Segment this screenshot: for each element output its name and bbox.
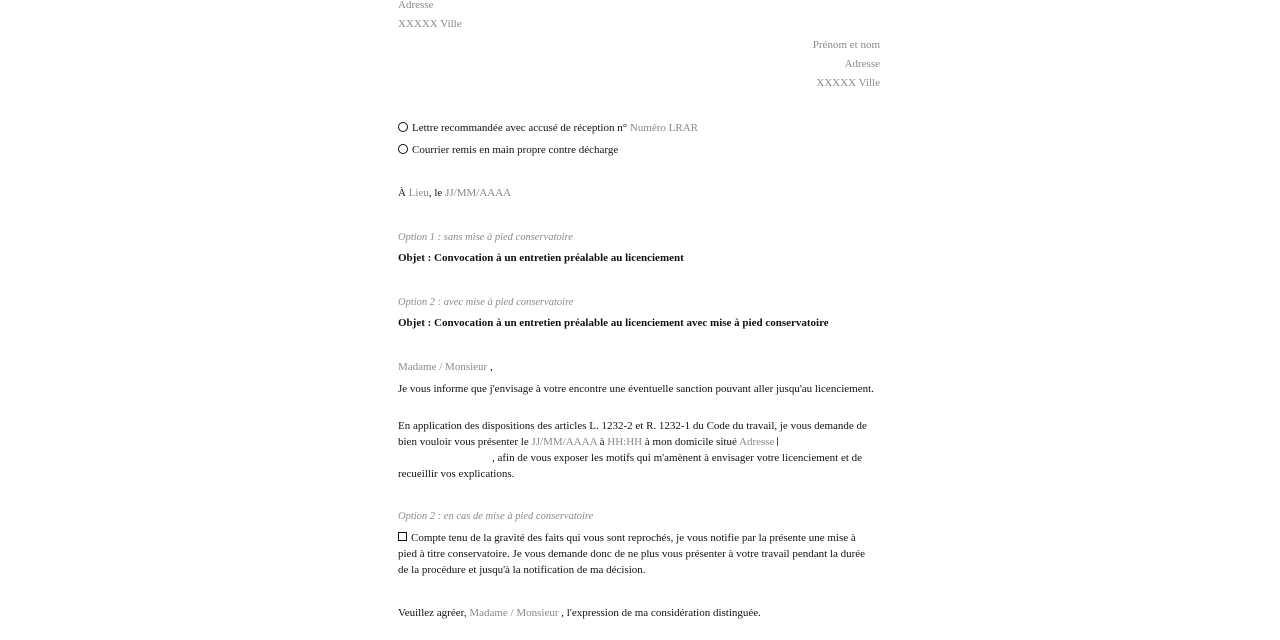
option2-case-text: Compte tenu de la gravité des faits qui vous sont reprochés, je vous notifie par la présente une mise à pied à titre conservatoire. Je vous demande donc de ne plus vous présenter à votre travail pendant la durée de la procédure et jusqu'à la notification de ma décision. [398, 532, 866, 576]
interview-time-field[interactable]: HH:HH [607, 436, 643, 448]
option1-subject: Objet : Convocation à un entretien préalable au licenciement [398, 252, 684, 264]
sender-city[interactable]: XXXXX Ville [398, 18, 462, 30]
place-date-line [398, 185, 511, 201]
lrar-label: Lettre recommandée avec accusé de réception n° [412, 122, 628, 134]
place-prefix: À [398, 187, 406, 199]
sender-address[interactable]: Adresse [398, 0, 434, 11]
body-paragraph-1: Je vous informe que j'envisage à votre encontre une éventuelle sanction pouvant aller jusqu'au licenciement. [398, 383, 874, 395]
closing-line [398, 605, 761, 621]
radio-hand-delivery[interactable] [398, 144, 408, 154]
closing-name-field[interactable]: Madame / Monsieur [469, 607, 559, 619]
hand-delivery-label: Courrier remis en main propre contre décharge [412, 144, 619, 156]
closing-suffix: , l'expression de ma considération distinguée. [561, 607, 761, 619]
option2-case-paragraph [398, 530, 868, 578]
mise-a-pied-checkbox[interactable] [398, 532, 407, 541]
recipient-city[interactable]: XXXXX Ville [816, 77, 880, 89]
p2-text-d: , afin de vous exposer les motifs qui m'amènent à envisager votre licenciement et de recueillir vos explications. [398, 452, 863, 480]
p2-text-a: En application des dispositions des articles L. 1232-2 et R. 1232-1 du Code du travail, je vous demande de bien vouloir vous présenter le [398, 420, 867, 448]
place-field[interactable]: Lieu [408, 187, 429, 199]
closing-prefix: Veuillez agréer, [398, 607, 467, 619]
lrar-number-field[interactable]: Numéro LRAR [629, 122, 698, 134]
delivery-hand-option[interactable] [398, 142, 618, 158]
recipient-address[interactable]: Adresse [844, 58, 880, 70]
option2-label: Option 2 : avec mise à pied conservatoire [398, 297, 574, 308]
interview-address-field[interactable]: Adresse [739, 436, 775, 448]
delivery-lrar-option[interactable] [398, 120, 698, 136]
salutation-name-field[interactable]: Madame / Monsieur [398, 361, 488, 373]
option2-subject: Objet : Convocation à un entretien préalable au licenciement avec mise à pied conservatoire [398, 317, 829, 329]
recipient-name[interactable]: Prénom et nom [812, 39, 880, 51]
date-prefix: , le [428, 187, 443, 199]
p2-text-c: à mon domicile situé [644, 436, 737, 448]
option1-label: Option 1 : sans mise à pied conservatoire [398, 232, 573, 243]
option2-case-label: Option 2 : en cas de mise à pied conservatoire [398, 511, 594, 522]
interview-date-field[interactable]: JJ/MM/AAAA [531, 436, 597, 448]
salutation-suffix: , [489, 361, 493, 373]
p2-text-b: à [599, 436, 605, 448]
body-paragraph-2 [398, 418, 884, 482]
salutation [398, 359, 493, 375]
radio-lrar[interactable] [398, 122, 408, 132]
date-field[interactable]: JJ/MM/AAAA [445, 187, 512, 199]
text-cursor [777, 437, 778, 446]
